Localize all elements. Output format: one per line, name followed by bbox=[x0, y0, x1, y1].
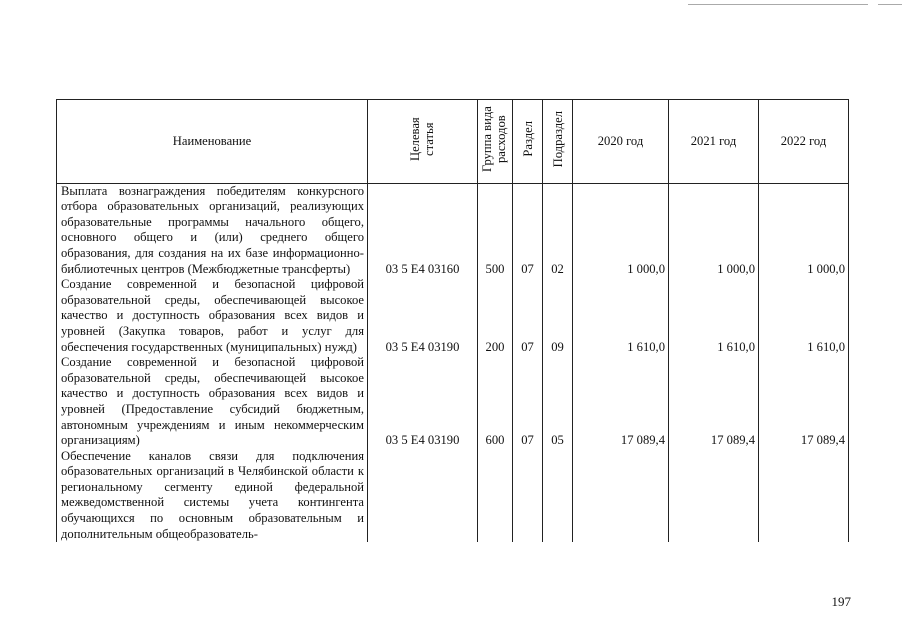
header-section: Раздел bbox=[513, 100, 543, 184]
row-2020: 17 089,4 bbox=[573, 355, 669, 449]
row-subsection: 09 bbox=[543, 277, 573, 355]
row-subsection: 05 bbox=[543, 355, 573, 449]
row-2020: 1 000,0 bbox=[573, 183, 669, 277]
row-name: Создание современной и безопасной цифровой образовательной среды, обеспечивающей высокое качество и доступность образования всех видов и уровней (Закупка товаров, работ и услуг для обеспечения государственных (муниципальных) нужд) bbox=[57, 277, 368, 355]
row-2021: 1 000,0 bbox=[669, 183, 759, 277]
row-2022: 1 610,0 bbox=[759, 277, 849, 355]
row-section: 07 bbox=[513, 277, 543, 355]
budget-table bbox=[56, 99, 849, 542]
scan-edge-line bbox=[878, 4, 902, 5]
row-2020: 1 610,0 bbox=[573, 277, 669, 355]
header-name: Наименование bbox=[57, 100, 368, 184]
row-subsection: 02 bbox=[543, 183, 573, 277]
header-2022: 2022 год bbox=[759, 100, 849, 184]
row-expense-group: 600 bbox=[478, 355, 513, 449]
row-name: Создание современной и безопасной цифровой образовательной среды, обеспечивающей высокое качество и доступность образования всех видов и уровней (Предоставление субсидий бюджетным, автономным учреждениям и иным некоммерческим организациям) bbox=[57, 355, 368, 449]
row-target-article: 03 5 Е4 03160 bbox=[368, 183, 478, 277]
row-name: Обеспечение каналов связи для подключения образовательных организаций в Челябинской области к региональному сегменту единой федеральной межведомственной системы учета контингента обучающихся по основным образовательным и дополнительным общеобразователь- bbox=[57, 449, 368, 543]
row-target-article: 03 5 Е4 03190 bbox=[368, 355, 478, 449]
header-2021: 2021 год bbox=[669, 100, 759, 184]
row-2022: 1 000,0 bbox=[759, 183, 849, 277]
row-2021: 17 089,4 bbox=[669, 355, 759, 449]
table-row bbox=[57, 355, 849, 449]
table-row bbox=[57, 449, 849, 543]
row-target-article: 03 5 Е4 03190 bbox=[368, 277, 478, 355]
header-target-article: Целевая статья bbox=[368, 100, 478, 184]
page-number: 197 bbox=[831, 594, 851, 609]
row-section: 07 bbox=[513, 183, 543, 277]
scan-edge-line bbox=[688, 4, 868, 5]
row-name: Выплата вознаграждения победителям конкурсного отбора образовательных организаций, реализующих образовательные программы начального общего, основного общего и (или) среднего общего образования, для создания на их базе информационно-библиотечных центров (Межбюджетные трансферты) bbox=[57, 183, 368, 277]
table-row bbox=[57, 183, 849, 277]
header-2020: 2020 год bbox=[573, 100, 669, 184]
table-header-row bbox=[57, 100, 849, 184]
header-expense-group: Группа вида расходов bbox=[478, 100, 513, 184]
row-expense-group: 500 bbox=[478, 183, 513, 277]
row-2021: 1 610,0 bbox=[669, 277, 759, 355]
row-expense-group: 200 bbox=[478, 277, 513, 355]
header-subsection: Подраздел bbox=[543, 100, 573, 184]
table-row bbox=[57, 277, 849, 355]
row-section: 07 bbox=[513, 355, 543, 449]
row-2022: 17 089,4 bbox=[759, 355, 849, 449]
